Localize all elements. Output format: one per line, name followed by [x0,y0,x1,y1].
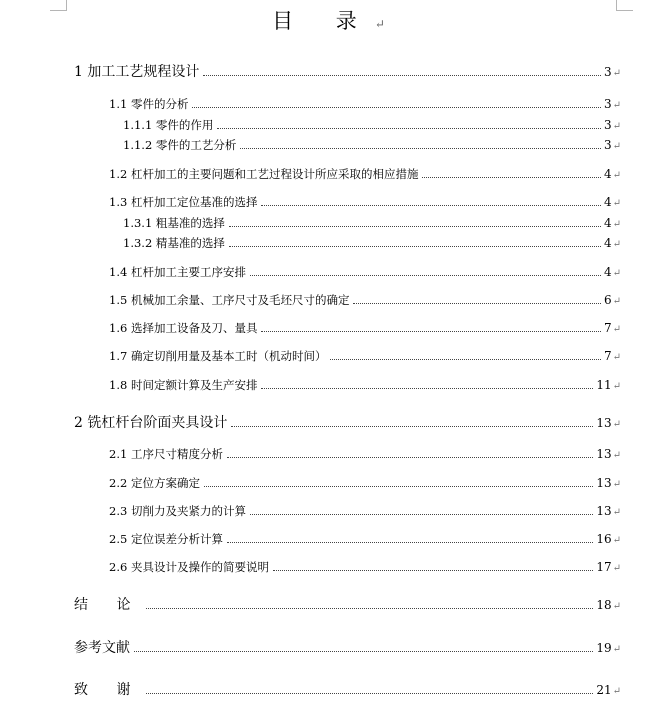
toc-entry[interactable] [74,637,621,657]
paragraph-mark-icon: ↵ [612,686,621,697]
toc-entry[interactable] [109,503,621,519]
paragraph-mark-icon: ↵ [612,381,621,392]
paragraph-mark-icon: ↵ [612,268,621,279]
toc-entry-label: 1.3.2 精基准的选择 [123,236,225,250]
toc-page-number: 3 [603,138,612,152]
toc-entry[interactable] [109,320,621,336]
toc-entry[interactable] [109,531,621,547]
paragraph-mark-icon: ↵ [612,450,621,461]
paragraph-mark-icon: ↵ [612,141,621,152]
toc-entry[interactable] [109,348,621,364]
toc-leader-dots [192,107,601,108]
toc-page-number: 6 [603,293,612,307]
toc-leader-dots [261,388,593,389]
toc-page-number: 3 [603,118,612,132]
toc-entry-label: 1 加工工艺规程设计 [74,64,200,80]
toc-entry-label: 1.8 时间定额计算及生产安排 [109,378,258,392]
toc-entry-label: 2.3 切削力及夹紧力的计算 [109,504,246,518]
paragraph-mark-icon: ↵ [612,121,621,132]
paragraph-mark-icon: ↵ [612,68,621,79]
toc-leader-dots [422,177,601,178]
paragraph-mark-icon: ↵ [612,239,621,250]
toc-leader-dots [353,303,601,304]
toc-leader-dots [261,205,601,206]
toc-page-number: 7 [603,321,612,335]
toc-entry-label: 结 论 [74,597,143,613]
toc-title [0,6,657,39]
toc-entry[interactable] [109,559,621,575]
toc-page-number: 3 [603,65,612,79]
paragraph-mark-icon: ↵ [612,198,621,209]
toc-entry[interactable] [74,594,621,614]
toc-leader-dots [273,570,593,571]
toc-page-number: 7 [603,349,612,363]
paragraph-mark-icon: ↵ [612,644,621,655]
toc-page-number: 4 [603,167,612,181]
toc-entry-label: 2.1 工序尺寸精度分析 [109,447,223,461]
toc-entry[interactable] [123,215,621,231]
toc-entry-label: 1.1.1 零件的作用 [123,118,214,132]
toc-entry[interactable] [123,117,621,133]
toc-entry-label: 2.2 定位方案确定 [109,476,200,490]
toc-leader-dots [204,486,593,487]
toc-entry-label: 1.1 零件的分析 [109,97,189,111]
toc-entry-label: 2 铣杠杆台阶面夹具设计 [74,415,228,431]
toc-page-number: 17 [596,560,612,574]
toc-entry-label: 1.6 选择加工设备及刀、量具 [109,321,258,335]
toc-page-number: 3 [603,97,612,111]
paragraph-mark-icon: ↵ [612,296,621,307]
toc-entry-label: 1.3.1 粗基准的选择 [123,216,225,230]
toc-leader-dots [217,128,601,129]
toc-page-number: 4 [603,195,612,209]
toc-entry[interactable] [109,166,621,182]
toc-page-number: 18 [596,598,612,612]
toc-entry[interactable] [109,377,621,393]
toc-page-number: 11 [596,378,612,392]
paragraph-mark-icon: ↵ [612,170,621,181]
toc-page-number: 13 [596,447,612,461]
toc-leader-dots [229,246,601,247]
toc-page-number: 16 [596,532,612,546]
toc-entry-label: 致 谢 [74,682,143,698]
toc-entry[interactable] [109,292,621,308]
toc-entry-label: 2.6 夹具设计及操作的简要说明 [109,560,269,574]
paragraph-mark-icon: ↵ [612,601,621,612]
toc-entry[interactable] [109,475,621,491]
paragraph-mark-icon: ↵ [612,352,621,363]
toc-page-number: 13 [596,416,612,430]
toc-entry-label: 1.2 杠杆加工的主要问题和工艺过程设计所应采取的相应措施 [109,167,419,181]
toc-entry-label: 2.5 定位误差分析计算 [109,532,223,546]
toc-leader-dots [203,75,601,76]
paragraph-mark-icon: ↵ [612,507,621,518]
toc-page-number: 4 [603,216,612,230]
toc-page-number: 13 [596,504,612,518]
toc-leader-dots [134,651,593,652]
toc-entry[interactable] [123,137,621,153]
toc-page-number: 4 [603,236,612,250]
paragraph-mark-icon: ↵ [374,17,385,31]
toc-leader-dots [261,331,601,332]
toc-leader-dots [250,275,601,276]
toc-leader-dots [227,542,593,543]
toc-entry[interactable] [74,412,621,432]
toc-entry[interactable] [109,96,621,112]
paragraph-mark-icon: ↵ [612,563,621,574]
paragraph-mark-icon: ↵ [612,100,621,111]
toc-entry[interactable] [74,679,621,699]
toc-entry-label: 1.4 杠杆加工主要工序安排 [109,265,246,279]
paragraph-mark-icon: ↵ [612,324,621,335]
toc-leader-dots [146,608,593,609]
paragraph-mark-icon: ↵ [612,479,621,490]
toc-leader-dots [229,226,601,227]
toc-entry-label: 1.1.2 零件的工艺分析 [123,138,237,152]
toc-entry-label: 1.7 确定切削用量及基本工时（机动时间） [109,349,327,363]
toc-entry[interactable] [109,264,621,280]
paragraph-mark-icon: ↵ [612,419,621,430]
toc-page-number: 13 [596,476,612,490]
toc-entry-label: 参考文献 [74,640,130,656]
toc-leader-dots [146,693,593,694]
toc-leader-dots [250,514,593,515]
toc-entry[interactable] [123,235,621,251]
toc-entry-label: 1.5 机械加工余量、工序尺寸及毛坯尺寸的确定 [109,293,350,307]
toc-entry[interactable] [109,194,621,210]
toc-leader-dots [240,148,601,149]
toc-entry[interactable] [74,61,621,81]
toc-entry-label: 1.3 杠杆加工定位基准的选择 [109,195,258,209]
toc-leader-dots [227,457,593,458]
toc-page-number: 4 [603,265,612,279]
paragraph-mark-icon: ↵ [612,219,621,230]
toc-leader-dots [231,426,593,427]
toc-page-number: 19 [596,641,612,655]
paragraph-mark-icon: ↵ [612,535,621,546]
toc-entry[interactable] [109,446,621,462]
toc-leader-dots [330,359,601,360]
toc-page-number: 21 [596,683,612,697]
toc-title-text: 目 录 [272,9,375,33]
